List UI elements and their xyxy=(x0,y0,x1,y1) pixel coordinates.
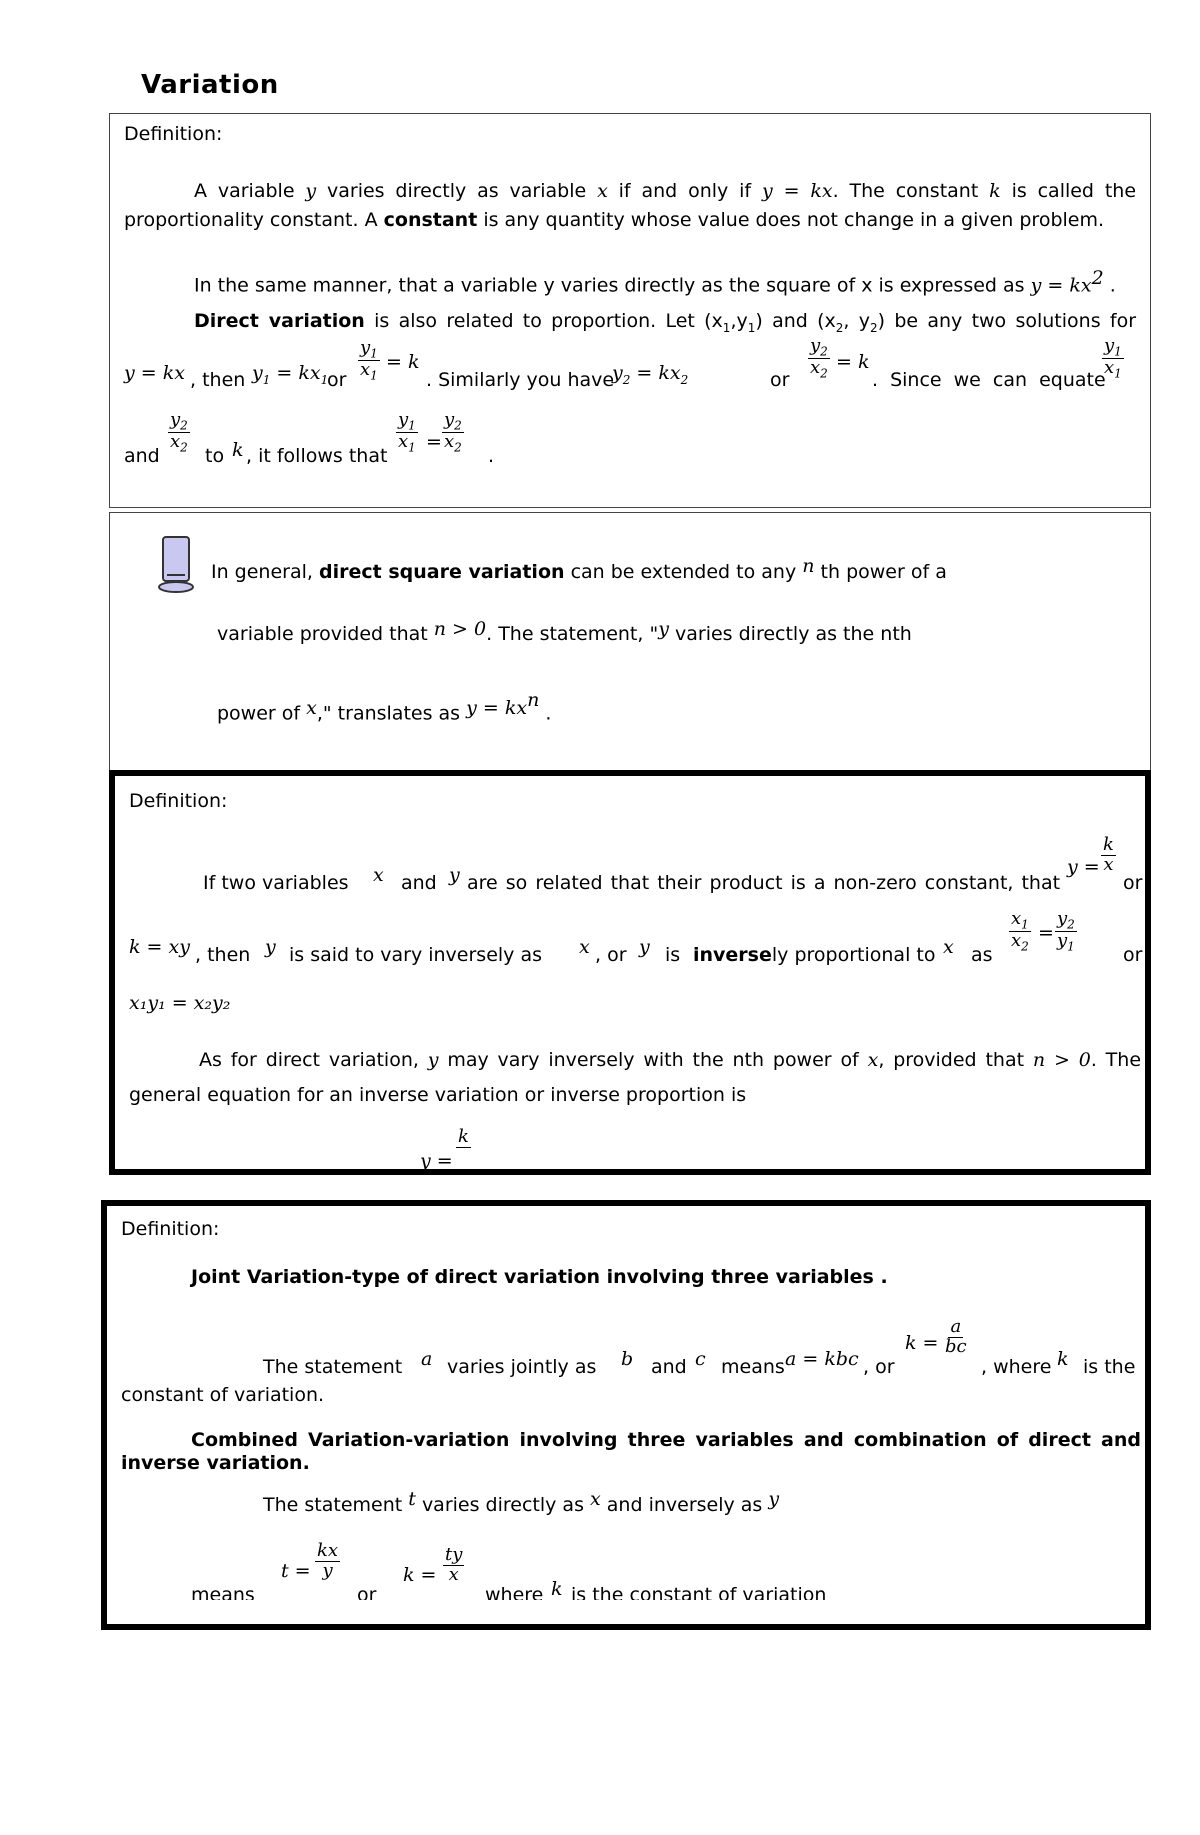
inverse-def-line1: If two variables x and y are so related that their product is a non-zero constant, that y = $\frac{k}{x}$ or xyxy=(203,834,1143,894)
combined-statement: The statement t varies directly as x and inversely as y xyxy=(263,1488,780,1516)
inverse-general-equation: y = k xyxy=(420,1128,469,1172)
definition-box-direct xyxy=(109,113,1151,508)
definition-box-joint xyxy=(101,1200,1151,1630)
inverse-def-line2: k = xy , then y is said to vary inversely as x , or y is inversely proportional to x as $\frac{x_1}{x_2}$ = $\frac{y_2}{y_1}$ or xyxy=(129,908,1143,966)
definition-label: Definition: xyxy=(124,123,223,145)
general-note-box xyxy=(109,512,1151,770)
definition-label: Definition: xyxy=(121,1218,220,1240)
combined-equations: means t = $\frac{kx}{y}$ or k = $\frac{ty}{x}$ where k is the constant of variation xyxy=(191,1540,827,1600)
joint-statement: The statement a varies jointly as b and c means a = kbc , or k = $\frac{a}{bc}$ , where k is the xyxy=(263,1316,1136,1378)
definition-box-inverse xyxy=(109,770,1151,1175)
inverse-general-equation-text: general equation for an inverse variation or inverse proportion is xyxy=(129,1084,747,1106)
inverse-product-equation: x₁y₁ = x₂y₂ xyxy=(129,992,231,1014)
joint-constant-line: constant of variation. xyxy=(121,1384,325,1406)
general-line-1: In general, direct square variation can be extended to any n th power of a xyxy=(211,555,947,583)
general-line-3: power of x," translates as $y = kx^n$ . xyxy=(217,689,552,725)
direct-variation-definition: A variable y varies directly as variable x if and only if y = kx. The constant k is called the xyxy=(194,180,1137,202)
ratio-line: y = kx , then $y_1 = kx_1$ or $\frac{y_1}{x_1}$ = k . Similarly you have $y_2 = kx_2$ or $\frac{y_2}{x_2}$ = k . Since we can equate $\frac{y_1}{x_1}$ xyxy=(124,335,1122,391)
inverse-nth-power: As for direct variation, y may vary inversely with the nth power of x, provided that n > 0. The xyxy=(199,1049,1142,1071)
conclusion-line: and $\frac{y_2}{x_2}$ to k , it follows that $\frac{y_1}{x_1}$ = $\frac{y_2}{x_2}$ . xyxy=(124,409,495,467)
square-variation-sentence: In the same manner, that a variable y varies directly as the square of x is expressed as $y = kx^2$ . xyxy=(194,267,1116,297)
cup-icon xyxy=(157,535,197,595)
page-title: Variation xyxy=(141,70,279,100)
combined-variation-heading-2: inverse variation. xyxy=(121,1452,310,1474)
direct-variation-definition-line2: proportionality constant. A constant is any quantity whose value does not change in a given problem. xyxy=(124,209,1105,231)
definition-label: Definition: xyxy=(129,790,228,812)
general-line-2: variable provided that n > 0. The statement, "y varies directly as the nth xyxy=(217,618,912,645)
joint-variation-heading: Joint Variation-type of direct variation involving three variables . xyxy=(191,1266,888,1288)
combined-variation-heading: Combined Variation-variation involving three variables and combination of direct and xyxy=(191,1429,1141,1451)
direct-variation-proportion: Direct variation is also related to proportion. Let $(x_1,y_1)$ and ($x_2$, $y_2$) be any two solutions for xyxy=(194,310,1137,335)
